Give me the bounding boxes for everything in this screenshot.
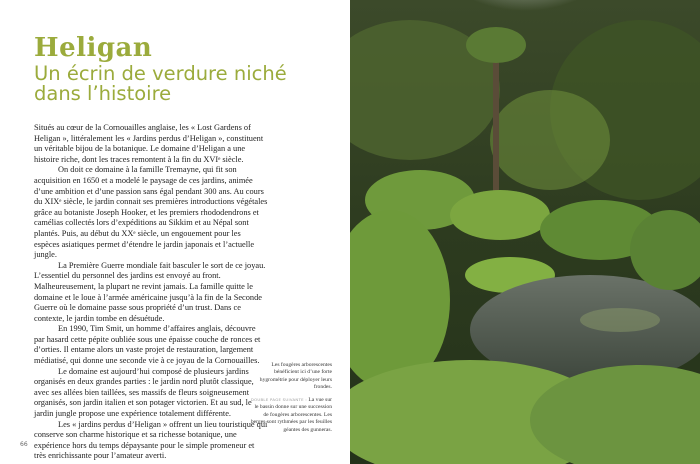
article-body bbox=[34, 123, 268, 462]
page-number: 66 bbox=[20, 441, 28, 448]
article-title: Heligan bbox=[34, 33, 153, 63]
photo-caption: Les fougères arborescentes bénéficient ici d’une forte hygrométrie pour déployer leurs frondes. bbox=[259, 362, 332, 391]
next-page-text: La vue sur le bassin donne sur une succession de fougères arborescentes. Les berges sont rythmées par les feuilles géantes des gunneras. bbox=[250, 397, 332, 433]
paragraph: La Première Guerre mondiale fait basculer le sort de ce joyau. L’essentiel du personnel des jardins est envoyé au front. Malheureusement, la plupart ne revint jamais. La famille quitte le domaine et le loue à l’armée américaine jusqu’à la fin de la Seconde Guerre où le domaine passe sous propriété d’un trust. Dans ce contexte, le jardin tombe en désuétude. bbox=[34, 260, 266, 323]
fern-pond-image bbox=[350, 0, 700, 464]
paragraph: Les « jardins perdus d’Heligan » offrent un lieu touristique qui conserve son charme historique et sa richesse botanique, une expérience hors du temps dépaysante pour le simple promeneur et très enrichissante pour l’amateur averti. bbox=[34, 419, 268, 461]
article-subtitle: Un écrin de verdure niché dans l’histoire bbox=[34, 62, 287, 105]
next-page-label: DOUBLE PAGE SUIVANTE : bbox=[250, 397, 307, 402]
paragraph: On doit ce domaine à la famille Tremayne, qui fit son acquisition en 1650 et a modelé le paysage de ces jardins, animée d’une ambition et d’une passion sans égal pendant 300 ans. Au cours du XIXᵉ siècle, le jardin connait ses premières introductions végétales grâce au botaniste Joseph Hooker, et les premiers rhododendrons et camélias collectés lors d’expéditions au Sikkim et au Népal sont plantés. Puis, au début du XXᵉ siècle, un engouement pour les espèces asiatiques permet d’étendre le jardin japonais et l’actuelle jungle. bbox=[34, 165, 268, 260]
paragraph: Situés au cœur de la Cornouailles anglaise, les « Lost Gardens of Heligan », littéralement les « Jardins perdus d’Heligan », constituent un véritable bijou de la botanique. Le domaine d’Heligan a une histoire riche, dont les traces remontent à la fin du XVIᵉ siècle. bbox=[34, 123, 264, 164]
garden-photo bbox=[350, 0, 700, 464]
paragraph: Le domaine est aujourd’hui composé de plusieurs jardins organisés en deux grandes parties : le jardin nord plutôt classique, avec ses allées bien taillées, ses massifs de fleurs soigneusement organisés, son jardin italien et son potager victorien. Et au sud, le jardin jungle propose une expérience totalement différente. bbox=[34, 366, 254, 419]
paragraph: En 1990, Tim Smit, un homme d’affaires anglais, découvre par hasard cette pépite oubliée sous une épaisse couche de ronces et d’orties. Il entame alors un vaste projet de restauration, largement médiatisé, qui donne une seconde vie à ce joyau de la Cornouailles. bbox=[34, 324, 261, 366]
next-page-caption bbox=[248, 396, 332, 434]
